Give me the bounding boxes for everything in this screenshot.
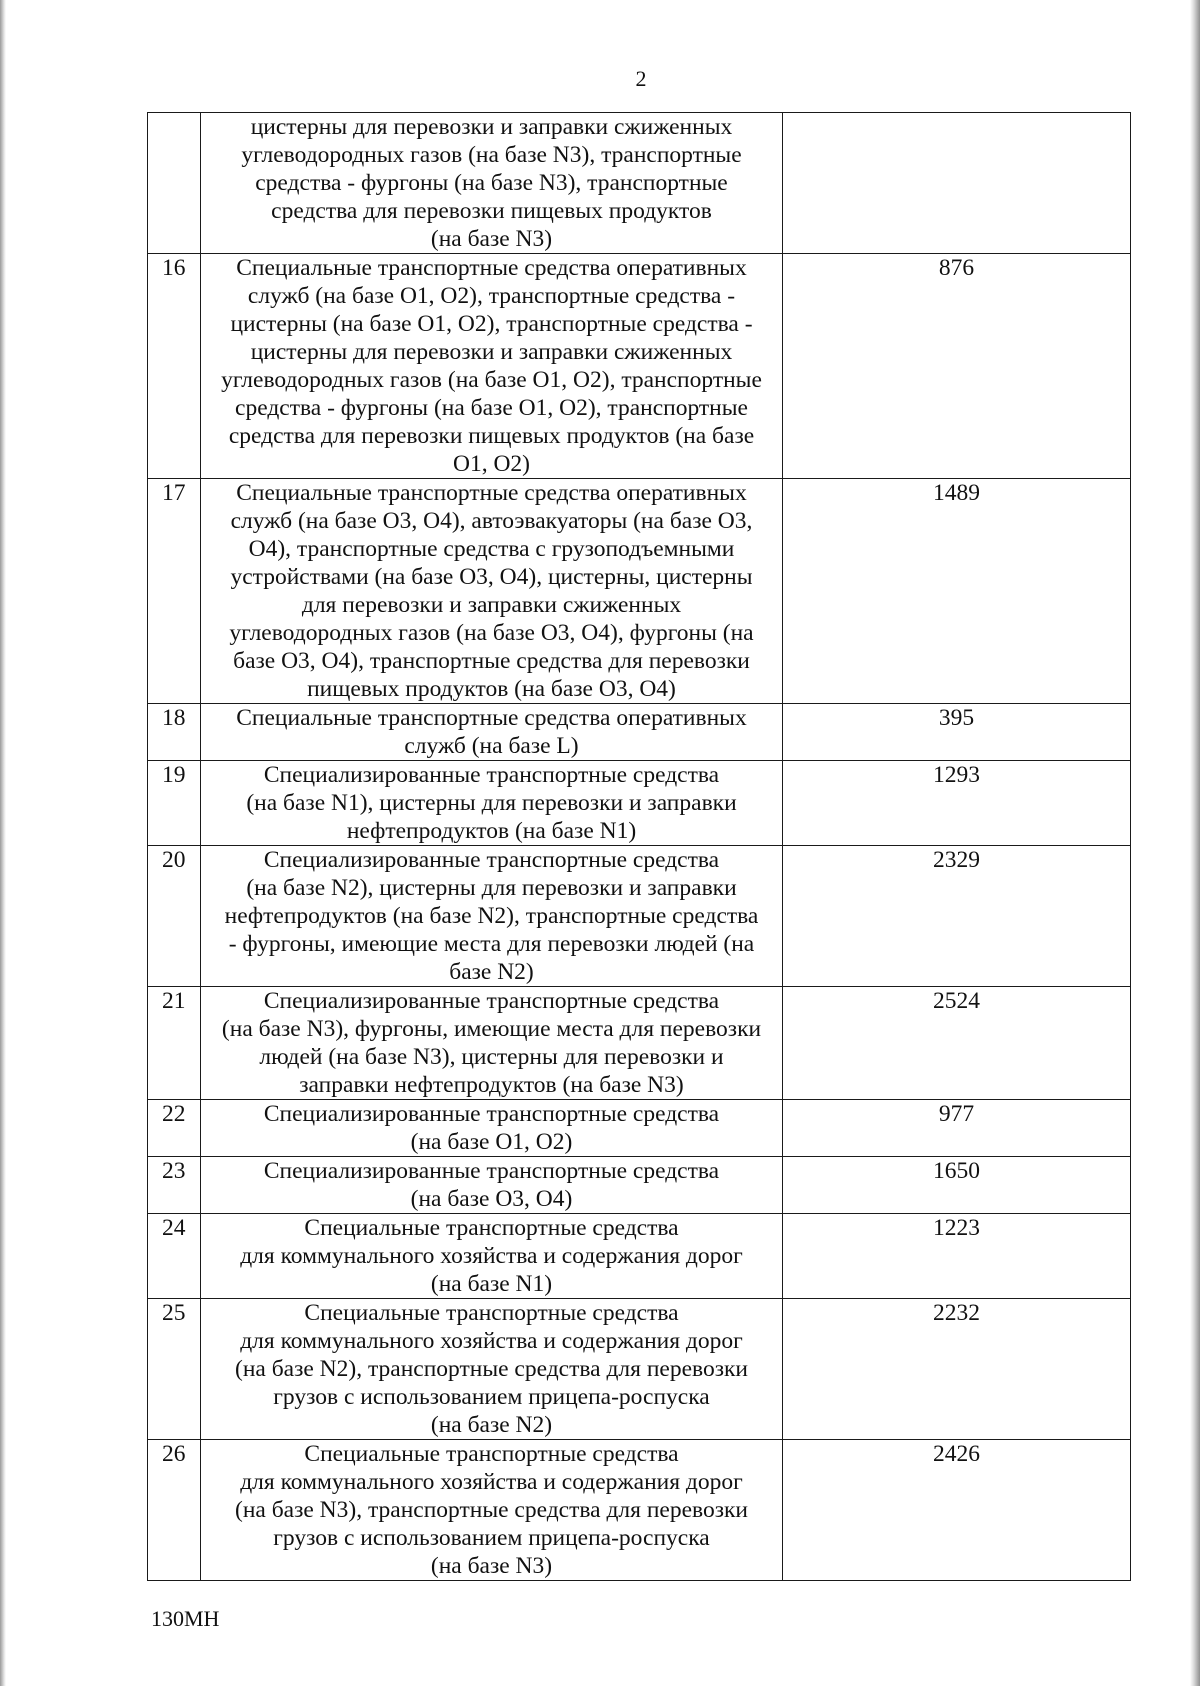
row-value: 395: [783, 704, 1131, 761]
row-value: 2329: [783, 846, 1131, 987]
table-row: [148, 987, 1131, 1100]
row-number: 20: [148, 846, 201, 987]
row-number: 19: [148, 761, 201, 846]
row-value: 2232: [783, 1299, 1131, 1440]
row-value: 876: [783, 254, 1131, 479]
data-table: [147, 112, 1131, 1581]
row-number: 16: [148, 254, 201, 479]
row-value: 977: [783, 1100, 1131, 1157]
table-row: [148, 1157, 1131, 1214]
row-description: Специальные транспортные средства для коммунального хозяйства и содержания дорог (на базе N3), транспортные средства для перевозки грузов с использованием прицепа-роспуска (на базе N3): [201, 1440, 783, 1581]
table-row: [148, 113, 1131, 254]
row-number: 21: [148, 987, 201, 1100]
scan-edge-right: [1190, 0, 1200, 1686]
table-row: [148, 254, 1131, 479]
page-number: 2: [635, 66, 647, 91]
row-value: 1489: [783, 479, 1131, 704]
row-description: Специализированные транспортные средства (на базе N1), цистерны для перевозки и заправки нефтепродуктов (на базе N1): [201, 761, 783, 846]
row-value: 1293: [783, 761, 1131, 846]
row-value: 2524: [783, 987, 1131, 1100]
row-value: 1650: [783, 1157, 1131, 1214]
row-number: 17: [148, 479, 201, 704]
table-row: [148, 704, 1131, 761]
table-row: [148, 1214, 1131, 1299]
row-number: 24: [148, 1214, 201, 1299]
row-value: 2426: [783, 1440, 1131, 1581]
table-row: [148, 1299, 1131, 1440]
row-number: 23: [148, 1157, 201, 1214]
document-code: 130МН: [151, 1606, 220, 1631]
row-description: Специализированные транспортные средства (на базе N3), фургоны, имеющие места для перевозки людей (на базе N3), цистерны для перевозки и заправки нефтепродуктов (на базе N3): [201, 987, 783, 1100]
scan-edge-left: [0, 0, 6, 1686]
table-row: [148, 761, 1131, 846]
row-number: 26: [148, 1440, 201, 1581]
table-row: [148, 479, 1131, 704]
table-row: [148, 1100, 1131, 1157]
row-description: Специализированные транспортные средства (на базе О3, О4): [201, 1157, 783, 1214]
row-description: Специальные транспортные средства оперативных служб (на базе L): [201, 704, 783, 761]
table-row: [148, 1440, 1131, 1581]
row-description: Специализированные транспортные средства (на базе О1, О2): [201, 1100, 783, 1157]
row-number: 25: [148, 1299, 201, 1440]
row-description: Специальные транспортные средства для коммунального хозяйства и содержания дорог (на базе N2), транспортные средства для перевозки грузов с использованием прицепа-роспуска (на базе N2): [201, 1299, 783, 1440]
row-value: 1223: [783, 1214, 1131, 1299]
row-description: Специальные транспортные средства для коммунального хозяйства и содержания дорог (на базе N1): [201, 1214, 783, 1299]
row-value: [783, 113, 1131, 254]
row-number: 22: [148, 1100, 201, 1157]
row-description: Специализированные транспортные средства (на базе N2), цистерны для перевозки и заправки нефтепродуктов (на базе N2), транспортные средства - фургоны, имеющие места для перевозки людей (на базе N2): [201, 846, 783, 987]
row-description: цистерны для перевозки и заправки сжиженных углеводородных газов (на базе N3), транспортные средства - фургоны (на базе N3), транспортные средства для перевозки пищевых продуктов (на базе N3): [201, 113, 783, 254]
row-description: Специальные транспортные средства оперативных служб (на базе О3, О4), автоэвакуаторы (на базе О3, О4), транспортные средства с грузоподъемными устройствами (на базе О3, О4), цистерны, цистерны для перевозки и заправки сжиженных углеводородных газов (на базе О3, О4), фургоны (на базе О3, О4), транспортные средства для перевозки пищевых продуктов (на базе О3, О4): [201, 479, 783, 704]
table-row: [148, 846, 1131, 987]
row-number: 18: [148, 704, 201, 761]
row-description: Специальные транспортные средства оперативных служб (на базе О1, О2), транспортные средства - цистерны (на базе О1, О2), транспортные средства - цистерны для перевозки и заправки сжиженных углеводородных газов (на базе О1, О2), транспортные средства - фургоны (на базе О1, О2), транспортные средства для перевозки пищевых продуктов (на базе О1, О2): [201, 254, 783, 479]
row-number: [148, 113, 201, 254]
